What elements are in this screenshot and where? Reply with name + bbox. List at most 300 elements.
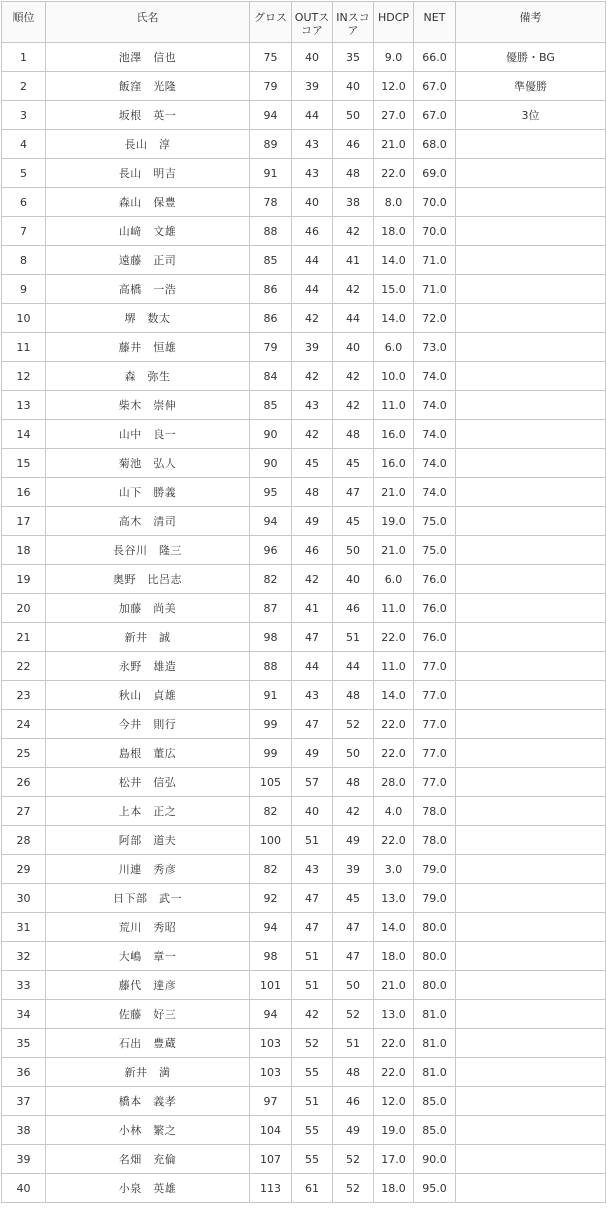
cell-in-score: 49 bbox=[333, 1116, 374, 1145]
cell-rank: 13 bbox=[2, 391, 46, 420]
cell-net: 76.0 bbox=[414, 565, 456, 594]
cell-name: 池澤 信也 bbox=[46, 43, 250, 72]
cell-in-score: 47 bbox=[333, 913, 374, 942]
cell-out-score: 55 bbox=[292, 1145, 333, 1174]
cell-out-score: 43 bbox=[292, 391, 333, 420]
cell-name: 阿部 道夫 bbox=[46, 826, 250, 855]
cell-gross: 94 bbox=[250, 101, 292, 130]
cell-out-score: 42 bbox=[292, 420, 333, 449]
cell-out-score: 42 bbox=[292, 1000, 333, 1029]
cell-note bbox=[456, 942, 606, 971]
table-row bbox=[2, 507, 606, 536]
cell-hdcp: 22.0 bbox=[374, 623, 414, 652]
cell-gross: 97 bbox=[250, 1087, 292, 1116]
cell-net: 67.0 bbox=[414, 72, 456, 101]
cell-note bbox=[456, 246, 606, 275]
cell-rank: 34 bbox=[2, 1000, 46, 1029]
cell-gross: 113 bbox=[250, 1174, 292, 1203]
cell-hdcp: 10.0 bbox=[374, 362, 414, 391]
cell-note bbox=[456, 362, 606, 391]
cell-in-score: 35 bbox=[333, 43, 374, 72]
cell-gross: 101 bbox=[250, 971, 292, 1000]
table-row bbox=[2, 130, 606, 159]
cell-name: 川連 秀彦 bbox=[46, 855, 250, 884]
cell-out-score: 42 bbox=[292, 362, 333, 391]
cell-out-score: 42 bbox=[292, 304, 333, 333]
cell-rank: 22 bbox=[2, 652, 46, 681]
cell-name: 新井 満 bbox=[46, 1058, 250, 1087]
cell-in-score: 50 bbox=[333, 101, 374, 130]
cell-name: 石出 豊蔵 bbox=[46, 1029, 250, 1058]
cell-rank: 14 bbox=[2, 420, 46, 449]
cell-net: 74.0 bbox=[414, 449, 456, 478]
table-row bbox=[2, 855, 606, 884]
cell-hdcp: 18.0 bbox=[374, 217, 414, 246]
cell-out-score: 43 bbox=[292, 159, 333, 188]
cell-out-score: 47 bbox=[292, 884, 333, 913]
cell-out-score: 40 bbox=[292, 188, 333, 217]
header-in-score: INスコア bbox=[333, 2, 374, 43]
cell-note bbox=[456, 1174, 606, 1203]
cell-net: 72.0 bbox=[414, 304, 456, 333]
cell-in-score: 39 bbox=[333, 855, 374, 884]
cell-note bbox=[456, 594, 606, 623]
table-row bbox=[2, 391, 606, 420]
cell-hdcp: 3.0 bbox=[374, 855, 414, 884]
table-row bbox=[2, 768, 606, 797]
cell-rank: 25 bbox=[2, 739, 46, 768]
cell-rank: 3 bbox=[2, 101, 46, 130]
cell-hdcp: 13.0 bbox=[374, 884, 414, 913]
table-header bbox=[2, 2, 606, 43]
cell-hdcp: 12.0 bbox=[374, 72, 414, 101]
cell-hdcp: 4.0 bbox=[374, 797, 414, 826]
cell-net: 77.0 bbox=[414, 681, 456, 710]
cell-note bbox=[456, 971, 606, 1000]
cell-gross: 94 bbox=[250, 913, 292, 942]
cell-gross: 91 bbox=[250, 159, 292, 188]
table-row bbox=[2, 420, 606, 449]
cell-gross: 84 bbox=[250, 362, 292, 391]
cell-rank: 35 bbox=[2, 1029, 46, 1058]
cell-note bbox=[456, 681, 606, 710]
table-row bbox=[2, 1029, 606, 1058]
cell-name: 藤井 恒雄 bbox=[46, 333, 250, 362]
cell-net: 77.0 bbox=[414, 652, 456, 681]
cell-gross: 88 bbox=[250, 652, 292, 681]
cell-rank: 18 bbox=[2, 536, 46, 565]
cell-hdcp: 8.0 bbox=[374, 188, 414, 217]
table-row bbox=[2, 913, 606, 942]
cell-rank: 23 bbox=[2, 681, 46, 710]
cell-out-score: 48 bbox=[292, 478, 333, 507]
table-row bbox=[2, 1087, 606, 1116]
cell-out-score: 40 bbox=[292, 43, 333, 72]
table-row bbox=[2, 710, 606, 739]
cell-net: 78.0 bbox=[414, 797, 456, 826]
cell-gross: 82 bbox=[250, 797, 292, 826]
cell-in-score: 44 bbox=[333, 652, 374, 681]
cell-rank: 8 bbox=[2, 246, 46, 275]
cell-gross: 75 bbox=[250, 43, 292, 72]
cell-rank: 15 bbox=[2, 449, 46, 478]
cell-gross: 104 bbox=[250, 1116, 292, 1145]
cell-name: 秋山 貞雄 bbox=[46, 681, 250, 710]
cell-in-score: 52 bbox=[333, 1174, 374, 1203]
cell-rank: 16 bbox=[2, 478, 46, 507]
cell-note bbox=[456, 449, 606, 478]
cell-hdcp: 22.0 bbox=[374, 739, 414, 768]
cell-name: 菊池 弘人 bbox=[46, 449, 250, 478]
cell-note: 3位 bbox=[456, 101, 606, 130]
cell-note bbox=[456, 275, 606, 304]
cell-name: 加藤 尚美 bbox=[46, 594, 250, 623]
cell-net: 74.0 bbox=[414, 478, 456, 507]
cell-name: 上本 正之 bbox=[46, 797, 250, 826]
cell-net: 70.0 bbox=[414, 217, 456, 246]
cell-note bbox=[456, 217, 606, 246]
cell-rank: 5 bbox=[2, 159, 46, 188]
cell-note bbox=[456, 478, 606, 507]
cell-name: 長山 淳 bbox=[46, 130, 250, 159]
cell-in-score: 46 bbox=[333, 1087, 374, 1116]
cell-net: 76.0 bbox=[414, 623, 456, 652]
cell-gross: 105 bbox=[250, 768, 292, 797]
cell-net: 78.0 bbox=[414, 826, 456, 855]
table-row bbox=[2, 72, 606, 101]
cell-gross: 94 bbox=[250, 507, 292, 536]
cell-hdcp: 19.0 bbox=[374, 1116, 414, 1145]
cell-in-score: 48 bbox=[333, 159, 374, 188]
cell-in-score: 52 bbox=[333, 710, 374, 739]
cell-rank: 29 bbox=[2, 855, 46, 884]
cell-in-score: 42 bbox=[333, 217, 374, 246]
header-name: 氏名 bbox=[46, 2, 250, 43]
cell-out-score: 43 bbox=[292, 130, 333, 159]
header-net: NET bbox=[414, 2, 456, 43]
cell-name: 遠藤 正司 bbox=[46, 246, 250, 275]
cell-net: 71.0 bbox=[414, 246, 456, 275]
cell-out-score: 39 bbox=[292, 333, 333, 362]
results-table bbox=[1, 1, 606, 1203]
table-body bbox=[2, 43, 606, 1203]
cell-out-score: 51 bbox=[292, 942, 333, 971]
cell-out-score: 43 bbox=[292, 681, 333, 710]
cell-note bbox=[456, 130, 606, 159]
cell-name: 森山 保豊 bbox=[46, 188, 250, 217]
cell-in-score: 52 bbox=[333, 1145, 374, 1174]
cell-out-score: 46 bbox=[292, 217, 333, 246]
cell-in-score: 42 bbox=[333, 362, 374, 391]
cell-name: 新井 誠 bbox=[46, 623, 250, 652]
table-row bbox=[2, 1174, 606, 1203]
cell-net: 77.0 bbox=[414, 739, 456, 768]
cell-rank: 2 bbox=[2, 72, 46, 101]
cell-gross: 82 bbox=[250, 565, 292, 594]
cell-name: 山下 勝義 bbox=[46, 478, 250, 507]
cell-in-score: 42 bbox=[333, 391, 374, 420]
cell-hdcp: 6.0 bbox=[374, 565, 414, 594]
cell-hdcp: 13.0 bbox=[374, 1000, 414, 1029]
cell-note bbox=[456, 826, 606, 855]
cell-rank: 6 bbox=[2, 188, 46, 217]
cell-hdcp: 21.0 bbox=[374, 478, 414, 507]
cell-rank: 1 bbox=[2, 43, 46, 72]
cell-out-score: 51 bbox=[292, 826, 333, 855]
cell-rank: 38 bbox=[2, 1116, 46, 1145]
cell-out-score: 44 bbox=[292, 275, 333, 304]
cell-note bbox=[456, 1000, 606, 1029]
cell-gross: 98 bbox=[250, 942, 292, 971]
table-row bbox=[2, 1000, 606, 1029]
cell-name: 今井 則行 bbox=[46, 710, 250, 739]
cell-name: 小泉 英雄 bbox=[46, 1174, 250, 1203]
cell-in-score: 51 bbox=[333, 1029, 374, 1058]
cell-in-score: 50 bbox=[333, 739, 374, 768]
cell-rank: 17 bbox=[2, 507, 46, 536]
cell-in-score: 44 bbox=[333, 304, 374, 333]
table-row bbox=[2, 565, 606, 594]
table-row bbox=[2, 971, 606, 1000]
cell-gross: 107 bbox=[250, 1145, 292, 1174]
cell-hdcp: 6.0 bbox=[374, 333, 414, 362]
cell-hdcp: 28.0 bbox=[374, 768, 414, 797]
table-row bbox=[2, 478, 606, 507]
cell-out-score: 39 bbox=[292, 72, 333, 101]
table-row bbox=[2, 188, 606, 217]
cell-out-score: 49 bbox=[292, 507, 333, 536]
cell-note bbox=[456, 652, 606, 681]
cell-name: 藤代 達彦 bbox=[46, 971, 250, 1000]
cell-out-score: 47 bbox=[292, 623, 333, 652]
table-row bbox=[2, 1058, 606, 1087]
table-row bbox=[2, 797, 606, 826]
cell-name: 荒川 秀昭 bbox=[46, 913, 250, 942]
cell-hdcp: 19.0 bbox=[374, 507, 414, 536]
cell-net: 74.0 bbox=[414, 420, 456, 449]
cell-note bbox=[456, 623, 606, 652]
cell-gross: 98 bbox=[250, 623, 292, 652]
cell-net: 76.0 bbox=[414, 594, 456, 623]
cell-in-score: 40 bbox=[333, 72, 374, 101]
cell-note bbox=[456, 420, 606, 449]
cell-net: 80.0 bbox=[414, 913, 456, 942]
table-row bbox=[2, 536, 606, 565]
cell-hdcp: 22.0 bbox=[374, 826, 414, 855]
cell-in-score: 50 bbox=[333, 971, 374, 1000]
cell-out-score: 41 bbox=[292, 594, 333, 623]
header-row bbox=[2, 2, 606, 43]
cell-note bbox=[456, 855, 606, 884]
cell-hdcp: 11.0 bbox=[374, 594, 414, 623]
cell-hdcp: 21.0 bbox=[374, 971, 414, 1000]
cell-net: 90.0 bbox=[414, 1145, 456, 1174]
cell-hdcp: 12.0 bbox=[374, 1087, 414, 1116]
cell-in-score: 47 bbox=[333, 942, 374, 971]
cell-hdcp: 18.0 bbox=[374, 1174, 414, 1203]
cell-hdcp: 16.0 bbox=[374, 449, 414, 478]
table-row bbox=[2, 43, 606, 72]
cell-note bbox=[456, 1058, 606, 1087]
cell-note bbox=[456, 391, 606, 420]
cell-out-score: 55 bbox=[292, 1116, 333, 1145]
header-gross: グロス bbox=[250, 2, 292, 43]
cell-out-score: 55 bbox=[292, 1058, 333, 1087]
cell-note bbox=[456, 739, 606, 768]
cell-gross: 86 bbox=[250, 275, 292, 304]
cell-net: 73.0 bbox=[414, 333, 456, 362]
table-row bbox=[2, 623, 606, 652]
cell-out-score: 47 bbox=[292, 710, 333, 739]
cell-net: 69.0 bbox=[414, 159, 456, 188]
cell-note bbox=[456, 507, 606, 536]
cell-in-score: 51 bbox=[333, 623, 374, 652]
cell-rank: 19 bbox=[2, 565, 46, 594]
cell-net: 71.0 bbox=[414, 275, 456, 304]
table-row bbox=[2, 246, 606, 275]
cell-note bbox=[456, 1087, 606, 1116]
cell-gross: 100 bbox=[250, 826, 292, 855]
cell-in-score: 41 bbox=[333, 246, 374, 275]
cell-name: 橋本 義孝 bbox=[46, 1087, 250, 1116]
cell-name: 高木 清司 bbox=[46, 507, 250, 536]
cell-name: 飯窪 光隆 bbox=[46, 72, 250, 101]
cell-rank: 39 bbox=[2, 1145, 46, 1174]
cell-in-score: 52 bbox=[333, 1000, 374, 1029]
cell-out-score: 51 bbox=[292, 971, 333, 1000]
cell-net: 66.0 bbox=[414, 43, 456, 72]
cell-net: 67.0 bbox=[414, 101, 456, 130]
cell-out-score: 49 bbox=[292, 739, 333, 768]
cell-hdcp: 9.0 bbox=[374, 43, 414, 72]
cell-net: 74.0 bbox=[414, 362, 456, 391]
cell-net: 80.0 bbox=[414, 942, 456, 971]
cell-note bbox=[456, 565, 606, 594]
cell-in-score: 38 bbox=[333, 188, 374, 217]
table-row bbox=[2, 362, 606, 391]
cell-hdcp: 11.0 bbox=[374, 652, 414, 681]
cell-hdcp: 18.0 bbox=[374, 942, 414, 971]
table-row bbox=[2, 275, 606, 304]
cell-out-score: 45 bbox=[292, 449, 333, 478]
cell-gross: 85 bbox=[250, 391, 292, 420]
table-row bbox=[2, 1116, 606, 1145]
header-out-score: OUTスコア bbox=[292, 2, 333, 43]
cell-gross: 88 bbox=[250, 217, 292, 246]
table-row bbox=[2, 217, 606, 246]
cell-rank: 33 bbox=[2, 971, 46, 1000]
cell-gross: 79 bbox=[250, 333, 292, 362]
table-row bbox=[2, 826, 606, 855]
cell-gross: 92 bbox=[250, 884, 292, 913]
cell-name: 柴木 崇伸 bbox=[46, 391, 250, 420]
table-row bbox=[2, 942, 606, 971]
cell-rank: 31 bbox=[2, 913, 46, 942]
cell-name: 奥野 比呂志 bbox=[46, 565, 250, 594]
cell-rank: 11 bbox=[2, 333, 46, 362]
cell-net: 79.0 bbox=[414, 884, 456, 913]
cell-name: 松井 信弘 bbox=[46, 768, 250, 797]
cell-out-score: 46 bbox=[292, 536, 333, 565]
cell-net: 77.0 bbox=[414, 768, 456, 797]
cell-in-score: 48 bbox=[333, 681, 374, 710]
cell-gross: 99 bbox=[250, 710, 292, 739]
cell-note bbox=[456, 768, 606, 797]
cell-name: 長谷川 隆三 bbox=[46, 536, 250, 565]
cell-net: 79.0 bbox=[414, 855, 456, 884]
cell-rank: 7 bbox=[2, 217, 46, 246]
cell-rank: 12 bbox=[2, 362, 46, 391]
table-row bbox=[2, 652, 606, 681]
cell-rank: 37 bbox=[2, 1087, 46, 1116]
cell-net: 85.0 bbox=[414, 1087, 456, 1116]
cell-note bbox=[456, 797, 606, 826]
cell-rank: 32 bbox=[2, 942, 46, 971]
cell-gross: 103 bbox=[250, 1029, 292, 1058]
table-row bbox=[2, 1145, 606, 1174]
cell-rank: 10 bbox=[2, 304, 46, 333]
cell-note bbox=[456, 1116, 606, 1145]
table-row bbox=[2, 101, 606, 130]
cell-name: 長山 明吉 bbox=[46, 159, 250, 188]
cell-gross: 103 bbox=[250, 1058, 292, 1087]
cell-rank: 28 bbox=[2, 826, 46, 855]
cell-hdcp: 14.0 bbox=[374, 246, 414, 275]
cell-out-score: 42 bbox=[292, 565, 333, 594]
cell-in-score: 45 bbox=[333, 507, 374, 536]
cell-in-score: 48 bbox=[333, 1058, 374, 1087]
cell-note bbox=[456, 536, 606, 565]
cell-name: 名畑 充倫 bbox=[46, 1145, 250, 1174]
cell-note bbox=[456, 159, 606, 188]
header-rank: 順位 bbox=[2, 2, 46, 43]
cell-name: 森 弥生 bbox=[46, 362, 250, 391]
cell-note bbox=[456, 1029, 606, 1058]
cell-hdcp: 17.0 bbox=[374, 1145, 414, 1174]
cell-name: 坂根 英一 bbox=[46, 101, 250, 130]
cell-rank: 40 bbox=[2, 1174, 46, 1203]
cell-out-score: 40 bbox=[292, 797, 333, 826]
cell-in-score: 47 bbox=[333, 478, 374, 507]
cell-net: 75.0 bbox=[414, 507, 456, 536]
cell-rank: 21 bbox=[2, 623, 46, 652]
cell-rank: 30 bbox=[2, 884, 46, 913]
cell-out-score: 47 bbox=[292, 913, 333, 942]
cell-gross: 87 bbox=[250, 594, 292, 623]
cell-net: 80.0 bbox=[414, 971, 456, 1000]
cell-out-score: 51 bbox=[292, 1087, 333, 1116]
cell-gross: 85 bbox=[250, 246, 292, 275]
cell-name: 佐藤 好三 bbox=[46, 1000, 250, 1029]
table-row bbox=[2, 304, 606, 333]
cell-hdcp: 22.0 bbox=[374, 710, 414, 739]
cell-rank: 9 bbox=[2, 275, 46, 304]
cell-name: 高橋 一浩 bbox=[46, 275, 250, 304]
cell-in-score: 48 bbox=[333, 420, 374, 449]
cell-in-score: 48 bbox=[333, 768, 374, 797]
cell-note bbox=[456, 1145, 606, 1174]
cell-out-score: 57 bbox=[292, 768, 333, 797]
cell-gross: 79 bbox=[250, 72, 292, 101]
cell-net: 81.0 bbox=[414, 1058, 456, 1087]
cell-in-score: 45 bbox=[333, 449, 374, 478]
cell-name: 山﨑 文雄 bbox=[46, 217, 250, 246]
table-row bbox=[2, 594, 606, 623]
cell-name: 小林 繁之 bbox=[46, 1116, 250, 1145]
cell-rank: 20 bbox=[2, 594, 46, 623]
cell-hdcp: 11.0 bbox=[374, 391, 414, 420]
header-hdcp: HDCP bbox=[374, 2, 414, 43]
